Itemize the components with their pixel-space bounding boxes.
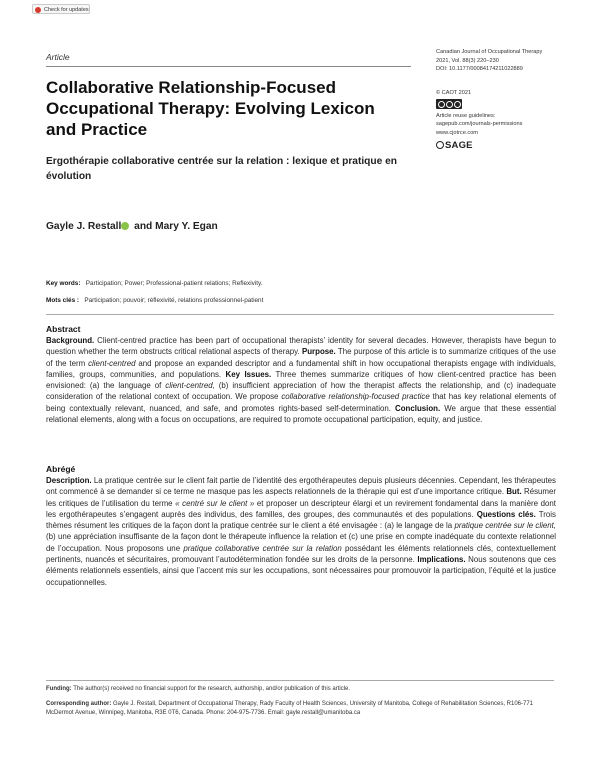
article-type: Article <box>46 52 70 62</box>
abrege-label: Description. <box>46 476 92 485</box>
journal-info <box>436 48 586 74</box>
author-list <box>46 221 218 232</box>
abrege-text: et proposer un descripteur élargi et un revirement fondamental dans la manière dont les ergothérapeutes s’engagent auprès des individus, des familles, des groupes, des communautés et des populations. <box>46 498 556 519</box>
abstract-term: client-centred, <box>165 381 215 391</box>
article-subtitle-fr: Ergothérapie collaborative centrée sur la relation : lexique et pratique en évolution <box>46 156 398 182</box>
check-for-updates-badge[interactable] <box>32 4 90 14</box>
abrege-term: pratique centrée sur le client, <box>454 521 556 531</box>
keywords-en <box>46 280 263 287</box>
article-title: Collaborative Relationship-Focused Occupational Therapy: Evolving Lexicon and Practice <box>46 78 375 139</box>
abrege-text: Résumer les critiques de l’utilisation du terme <box>46 487 556 508</box>
author-name: Gayle J. Restall <box>46 221 122 232</box>
abstract-text: We argue that these essential relational elements, along with a focus on occupations, are required to promote occupational participation, equity, and justice. <box>46 403 556 425</box>
funding-note <box>46 685 556 694</box>
creative-commons-icon[interactable] <box>436 99 462 109</box>
abrege-text: Nous soutenons que ces éléments relationnels essentiels, ainsi que l’accent mis sur les occupations, sont nécessaires pour promouvoir la participation, l’équité et la justice occupationnelles. <box>46 555 556 587</box>
abstract-text: that has key relational elements of being contextually relevant, nuanced, and safe, and promotes rights-based self-determination. <box>46 392 557 413</box>
abstract-term: client-centred <box>88 358 136 368</box>
check-updates-label: Check for updates <box>44 7 89 13</box>
publisher-logo <box>436 140 473 151</box>
copyright: © CAOT 2021 <box>436 90 472 96</box>
abrege-label: Implications. <box>417 555 466 565</box>
abstract-heading: Abstract <box>46 324 81 334</box>
abstract-label: Background. <box>46 336 95 345</box>
abrege-heading: Abrégé <box>46 464 76 474</box>
abstract-text: The purpose of this article is to summarize critiques of the use of the term <box>46 347 556 368</box>
journal-volume: 2021, Vol. 88(3) 220–230 <box>436 57 499 64</box>
abstract-label: Conclusion. <box>395 403 441 413</box>
abrege-term: pratique collaborative centrée sur la relation <box>183 543 342 553</box>
abrege-label: Questions clés. <box>476 509 536 519</box>
funding-label: Funding: <box>46 686 72 692</box>
abrege-text: (b) une appréciation insuffisante de la façon dont le thérapeute influence la relation et (c) une prise en compte inadéquate du contexte relationnel de l’occupation. Nous proposons une <box>46 532 556 553</box>
abrege-label: But. <box>506 487 522 497</box>
nc-circle-icon <box>454 101 461 108</box>
journal-name: Canadian Journal of Occupational Therapy <box>436 49 543 55</box>
header-divider <box>46 66 411 67</box>
corresponding-label: Corresponding author: <box>46 701 112 707</box>
publisher-name: SAGE <box>445 140 473 151</box>
keywords-text: Participation; pouvoir; réflexivité, relations professionnel-patient <box>84 297 264 304</box>
journal-doi[interactable]: DOI: 10.1177/00084174211022889 <box>436 66 523 73</box>
permissions-link[interactable]: sagepub.com/journals-permissions <box>436 121 523 128</box>
keywords-fr <box>46 297 263 304</box>
abrege-term: « centré sur le client » <box>175 498 255 508</box>
corresponding-text: Gayle J. Restall, Department of Occupational Therapy, Rady Faculty of Health Sciences, University of Manitoba, College of Rehabilitation Sciences, R106-771 McDermot Avenue, Winnipeg, Manitoba, R3E 0T6, Canada. Phone: 204-975-7736. Email: gayle.restall@umanitoba.ca <box>46 701 533 716</box>
keywords-label: Mots clés : <box>46 297 80 304</box>
keywords-label: Key words: <box>46 280 81 287</box>
footer-divider <box>46 680 554 681</box>
keywords-divider <box>46 314 554 315</box>
reuse-label: Article reuse guidelines: <box>436 113 496 119</box>
author-name: and Mary Y. Egan <box>131 221 218 232</box>
abstract-text: (b) insufficient appreciation of how the therapist affects the relationship, and (c) inadequate consideration of the relational context of occupation. We propose <box>46 381 557 402</box>
abstract-text: and propose an expanded descriptor and a fundamental shift in how occupational therapists engage with individuals, families, groups, communities, and populations. <box>46 358 556 379</box>
journal-website-link[interactable]: www.cjotrce.com <box>436 129 478 136</box>
keywords-text: Participation; Power; Professional-patient relations; Reflexivity. <box>85 280 263 287</box>
abstract-body <box>46 335 556 425</box>
reuse-guidelines <box>436 112 586 137</box>
corresponding-author <box>46 700 556 718</box>
cc-circle-icon <box>438 101 445 108</box>
abrege-text: possédant les éléments relationnels clés, contextuellement pertinents, nuancés et sécuritaires, promouvant l’autodétermination fondée sur les droits de la personne. <box>46 543 557 565</box>
abrege-text: Trois thèmes résument les critiques de la façon dont la pratique centrée sur le client a été envisagée : (a) le langage de la <box>46 509 556 531</box>
by-circle-icon <box>446 101 453 108</box>
abstract-label: Purpose. <box>301 347 336 357</box>
abstract-label: Key Issues. <box>225 369 272 379</box>
abstract-text: Three themes summarize critiques of how client-centred practice has been envisioned: (a) the language of <box>46 369 556 391</box>
update-circle-icon <box>35 7 41 13</box>
abrege-text: La pratique centrée sur le client fait partie de l’identité des ergothérapeutes depuis plusieurs décennies. Cependant, les thérapeutes ont commencé à se demander si ce terme ne masque pas les aspects relationnels de la thérapie qui est d’une importance critique. <box>46 476 556 497</box>
sage-logo-icon <box>436 141 444 149</box>
abrege-body <box>46 475 556 588</box>
abstract-text: Client-centred practice has been part of occupational therapists’ identity for several decades. However, therapists have begun to question whether the term obstructs critical relational aspects of therapy. <box>46 336 556 357</box>
orcid-icon[interactable] <box>121 222 129 230</box>
abstract-term: collaborative relationship-focused practice <box>281 392 430 402</box>
funding-text: The author(s) received no financial support for the research, authorship, and/or publication of this article. <box>71 686 351 692</box>
